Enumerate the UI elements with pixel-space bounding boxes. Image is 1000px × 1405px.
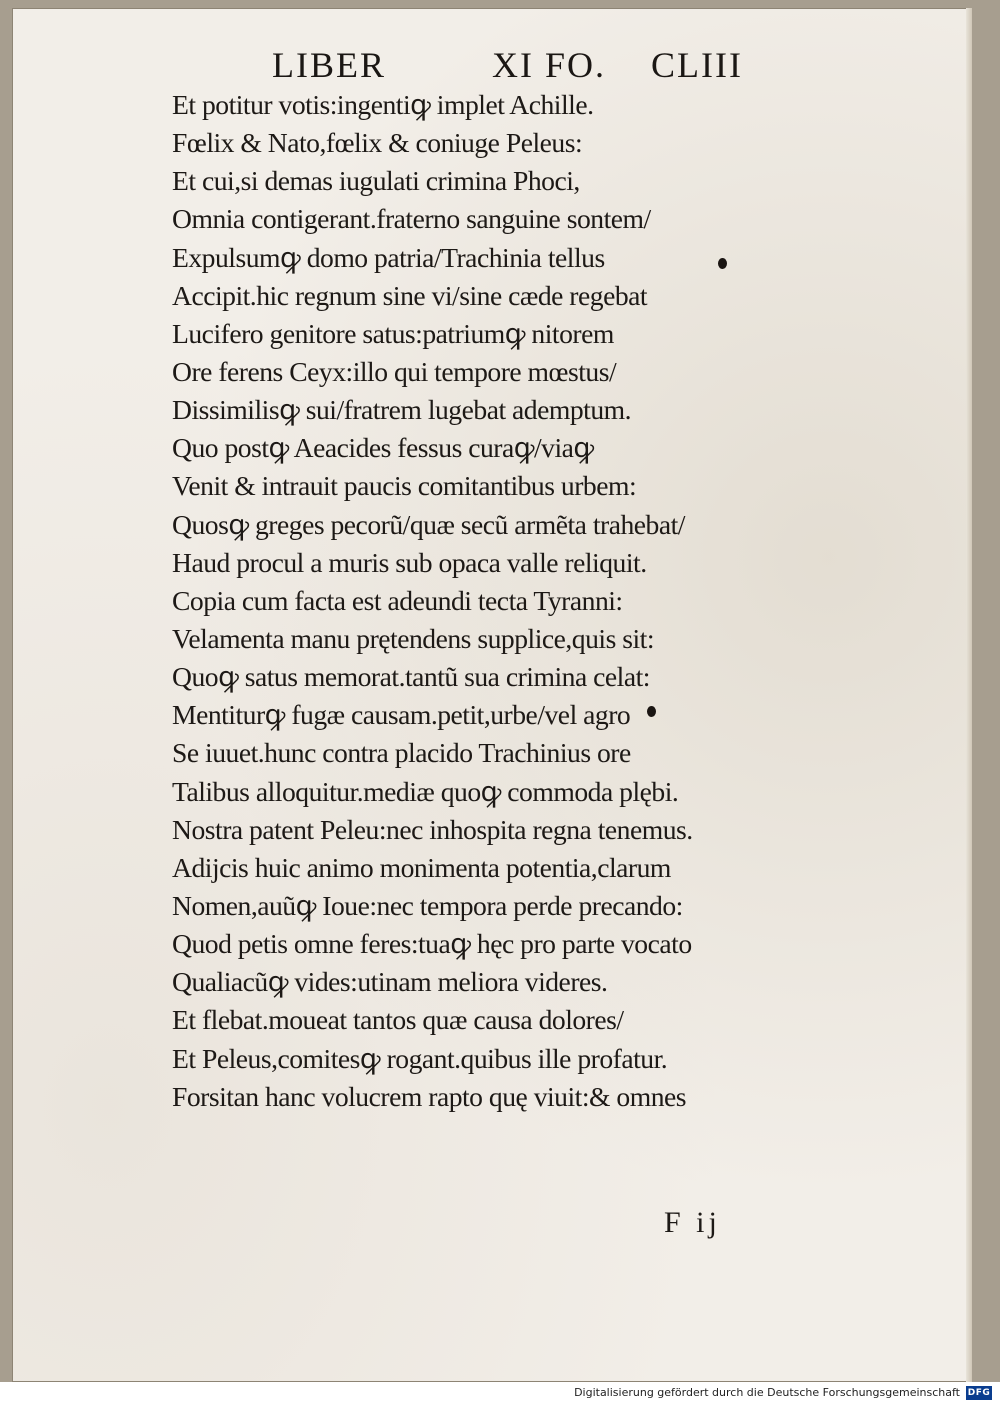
verse-line: Adijcis huic animo monimenta potentia,clarum [172,851,671,883]
verse-line: Quosꝙ greges pecorũ/quæ secũ armẽta trahebat/ [172,508,685,540]
verse-line: Quod petis omne feres:tuaꝙ hęc pro parte vocato [172,928,692,960]
verse-line: Et potitur votis:ingentiꝙ implet Achille. [172,89,594,120]
signature-mark: F ij [664,1206,721,1239]
verse-line: Et cui,si demas iugulati crimina Phoci, [172,165,580,197]
ink-spot [718,258,727,269]
verse-line: Talibus alloquitur.mediæ quoꝙ commoda plębi. [172,775,679,807]
verse-line: Nostra patent Peleu:nec inhospita regna tenemus. [172,813,693,845]
verse-line: Expulsumꝙ domo patria/Trachinia tellus [172,241,605,273]
funding-credit: Digitalisierung gefördert durch die Deutsche Forschungsgemeinschaft [574,1386,960,1399]
header-book-number: XI FO. [492,45,607,85]
verse-line: Omnia contigerant.fraterno sanguine sontem/ [172,203,651,235]
digitization-footer [0,1382,1000,1405]
verse-line: Qualiacũꝙ vides:utinam meliora videres. [172,966,608,998]
verse-line: Quoꝙ satus memorat.tantũ sua crimina celat: [172,661,650,693]
verse-line: Et flebat.moueat tantos quæ causa dolores/ [172,1004,624,1036]
verse-line: Ore ferens Ceyx:illo qui tempore mœstus/ [172,355,617,387]
verse-line: Accipit.hic regnum sine vi/sine cæde regebat [172,279,648,311]
header-folio-number: CLIII [651,45,743,85]
header-book-label: LIBER [272,45,386,85]
verse-line: Fœlix & Nato,fœlix & coniuge Peleus: [172,127,583,159]
verse-line: Dissimilisꝙ sui/fratrem lugebat ademptum. [172,394,632,426]
verse-line: Lucifero genitore satus:patriumꝙ nitorem [172,317,614,349]
book-page [12,8,972,1382]
dfg-logo: DFG [967,1388,991,1398]
verse-line: Quo postꝙ Aeacides fessus curaꝙ/viaꝙ [172,432,594,464]
verse-line: Se iuuet.hunc contra placido Trachinius ore [172,737,631,769]
verse-line: Nomen,auũꝙ Ioue:nec tempora perde precando: [172,889,683,921]
ink-spot [647,706,656,717]
show-through-text [784,78,974,958]
verse-line: Copia cum facta est adeundi tecta Tyranni: [172,584,623,616]
verse-line: Et Peleus,comitesꝙ rogant.quibus ille profatur. [172,1042,668,1074]
verse-line: Velamenta manu prętendens supplice,quis sit: [172,622,655,654]
verse-line: Haud procul a muris sub opaca valle reliquit. [172,546,647,578]
verse-line: Venit & intrauit paucis comitantibus urbem: [172,470,637,502]
verse-text [172,86,792,1116]
verse-line: Mentiturꝙ fugæ causam.petit,urbe/vel agro [172,699,631,731]
verse-line: Forsitan hanc volucrem rapto quę viuit:& omnes [172,1080,687,1112]
